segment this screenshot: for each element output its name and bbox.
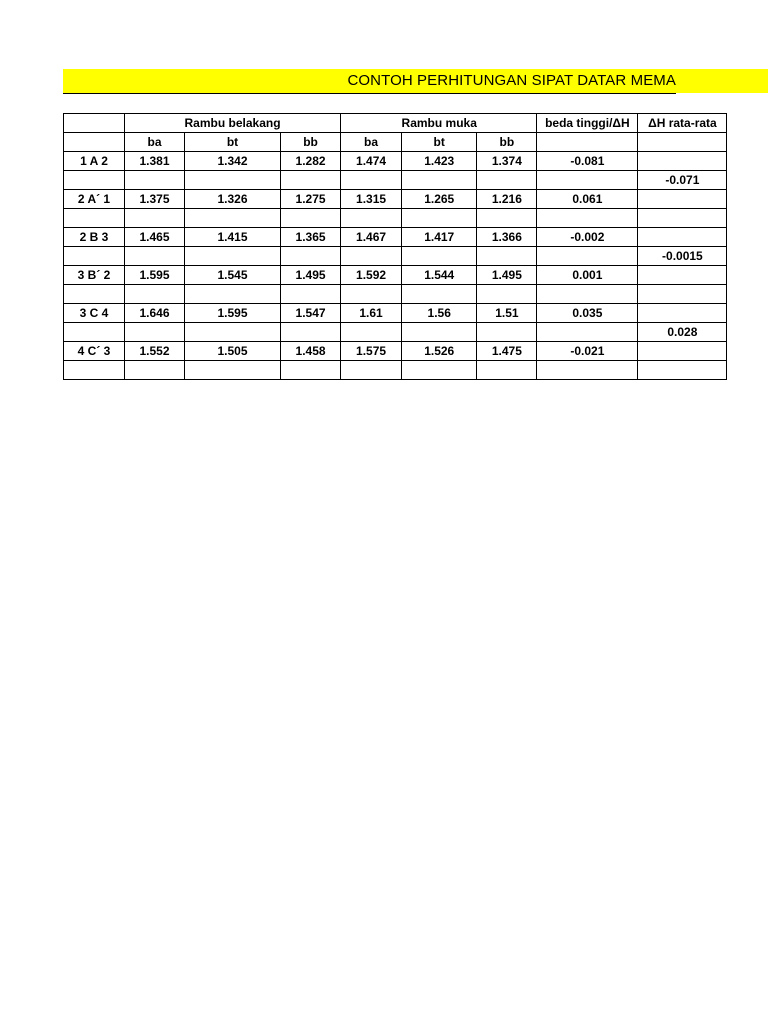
beda-tinggi-cell bbox=[537, 247, 638, 266]
rb-ba-cell: 1.552 bbox=[125, 342, 185, 361]
table-row bbox=[64, 342, 727, 361]
rb-bb-cell bbox=[281, 361, 341, 380]
beda-tinggi-cell bbox=[537, 171, 638, 190]
station-label-cell: 3 C 4 bbox=[64, 304, 125, 323]
rm-ba-cell bbox=[341, 323, 402, 342]
rb-bb-cell bbox=[281, 209, 341, 228]
rm-ba-cell bbox=[341, 247, 402, 266]
dh-rata-rata-cell bbox=[638, 228, 727, 247]
beda-tinggi-cell bbox=[537, 285, 638, 304]
dh-rata-rata-cell bbox=[638, 342, 727, 361]
rb-bt-cell bbox=[185, 247, 281, 266]
rm-bt-cell: 1.56 bbox=[402, 304, 477, 323]
rb-bb-cell: 1.365 bbox=[281, 228, 341, 247]
rm-bb-cell: 1.216 bbox=[477, 190, 537, 209]
dh-rata-rata-cell bbox=[638, 285, 727, 304]
rb-ba-cell: 1.465 bbox=[125, 228, 185, 247]
header-rambu-muka-cell bbox=[477, 114, 537, 133]
header-rambu-belakang-cell bbox=[281, 114, 341, 133]
rb-bb-cell bbox=[281, 285, 341, 304]
beda-tinggi-cell bbox=[537, 361, 638, 380]
header-row-group bbox=[64, 114, 727, 133]
station-label-cell: 1 A 2 bbox=[64, 152, 125, 171]
rb-ba-cell bbox=[125, 209, 185, 228]
beda-tinggi-cell: 0.061 bbox=[537, 190, 638, 209]
header-rambu-muka-cell bbox=[341, 114, 402, 133]
rm-bb-cell: 1.366 bbox=[477, 228, 537, 247]
table-row bbox=[64, 266, 727, 285]
station-label-cell: 3 B´ 2 bbox=[64, 266, 125, 285]
table-row bbox=[64, 323, 727, 342]
rm-bt-cell bbox=[402, 209, 477, 228]
rb-bt-cell bbox=[185, 171, 281, 190]
subheader-cell bbox=[537, 133, 638, 152]
beda-tinggi-cell: -0.002 bbox=[537, 228, 638, 247]
rb-ba-cell bbox=[125, 247, 185, 266]
beda-tinggi-cell: -0.081 bbox=[537, 152, 638, 171]
page-title: CONTOH PERHITUNGAN SIPAT DATAR MEMA bbox=[347, 72, 676, 89]
subheader-cell: bt bbox=[402, 133, 477, 152]
dh-rata-rata-cell bbox=[638, 304, 727, 323]
rm-ba-cell bbox=[341, 171, 402, 190]
beda-tinggi-cell bbox=[537, 323, 638, 342]
subheader-cell: bb bbox=[477, 133, 537, 152]
rm-bt-cell bbox=[402, 247, 477, 266]
table-row bbox=[64, 190, 727, 209]
station-label-cell: 4 C´ 3 bbox=[64, 342, 125, 361]
station-label-cell bbox=[64, 247, 125, 266]
rb-ba-cell: 1.375 bbox=[125, 190, 185, 209]
rm-ba-cell: 1.315 bbox=[341, 190, 402, 209]
rm-bt-cell: 1.526 bbox=[402, 342, 477, 361]
rm-bb-cell bbox=[477, 209, 537, 228]
header-rambu-belakang-cell bbox=[125, 114, 185, 133]
dh-rata-rata-cell bbox=[638, 190, 727, 209]
dh-rata-rata-cell bbox=[638, 361, 727, 380]
rb-ba-cell: 1.646 bbox=[125, 304, 185, 323]
rb-bt-cell bbox=[185, 323, 281, 342]
rm-bt-cell bbox=[402, 171, 477, 190]
station-label-cell bbox=[64, 361, 125, 380]
rb-bb-cell: 1.547 bbox=[281, 304, 341, 323]
rb-bb-cell bbox=[281, 171, 341, 190]
rm-bb-cell bbox=[477, 323, 537, 342]
title-underline bbox=[63, 93, 676, 94]
rb-bt-cell: 1.545 bbox=[185, 266, 281, 285]
header-rambu-belakang: Rambu belakang bbox=[185, 114, 281, 133]
rm-bb-cell bbox=[477, 171, 537, 190]
rb-bt-cell: 1.415 bbox=[185, 228, 281, 247]
station-label-cell: 2 A´ 1 bbox=[64, 190, 125, 209]
rb-bt-cell: 1.326 bbox=[185, 190, 281, 209]
station-label-cell: 2 B 3 bbox=[64, 228, 125, 247]
dh-rata-rata-cell bbox=[638, 152, 727, 171]
rb-ba-cell bbox=[125, 171, 185, 190]
title-band bbox=[63, 69, 768, 93]
rm-bt-cell bbox=[402, 285, 477, 304]
leveling-table bbox=[63, 113, 727, 380]
rb-bt-cell: 1.342 bbox=[185, 152, 281, 171]
table-row bbox=[64, 361, 727, 380]
dh-rata-rata-cell: 0.028 bbox=[638, 323, 727, 342]
station-label-cell bbox=[64, 171, 125, 190]
table-row bbox=[64, 152, 727, 171]
rb-bb-cell: 1.458 bbox=[281, 342, 341, 361]
subheader-cell: bb bbox=[281, 133, 341, 152]
dh-rata-rata-cell: -0.0015 bbox=[638, 247, 727, 266]
table-row bbox=[64, 209, 727, 228]
rb-bb-cell bbox=[281, 323, 341, 342]
beda-tinggi-cell bbox=[537, 209, 638, 228]
table-row bbox=[64, 285, 727, 304]
dh-rata-rata-cell bbox=[638, 209, 727, 228]
header-beda-tinggi: beda tinggi/ΔH bbox=[537, 114, 638, 133]
beda-tinggi-cell: -0.021 bbox=[537, 342, 638, 361]
rb-ba-cell bbox=[125, 361, 185, 380]
table-row bbox=[64, 304, 727, 323]
rb-bb-cell: 1.282 bbox=[281, 152, 341, 171]
rm-ba-cell bbox=[341, 285, 402, 304]
header-dh-rata-rata: ΔH rata-rata bbox=[638, 114, 727, 133]
rm-ba-cell: 1.575 bbox=[341, 342, 402, 361]
rm-bb-cell bbox=[477, 285, 537, 304]
table-row bbox=[64, 171, 727, 190]
rb-bb-cell: 1.495 bbox=[281, 266, 341, 285]
subheader-cell: bt bbox=[185, 133, 281, 152]
dh-rata-rata-cell: -0.071 bbox=[638, 171, 727, 190]
rb-bb-cell: 1.275 bbox=[281, 190, 341, 209]
rm-bb-cell: 1.374 bbox=[477, 152, 537, 171]
header-station-cell bbox=[64, 114, 125, 133]
rb-bt-cell bbox=[185, 285, 281, 304]
header-rambu-muka: Rambu muka bbox=[402, 114, 477, 133]
rb-ba-cell bbox=[125, 323, 185, 342]
rb-ba-cell: 1.381 bbox=[125, 152, 185, 171]
rb-bb-cell bbox=[281, 247, 341, 266]
rm-bb-cell: 1.475 bbox=[477, 342, 537, 361]
rb-bt-cell: 1.595 bbox=[185, 304, 281, 323]
rm-bb-cell: 1.495 bbox=[477, 266, 537, 285]
rb-bt-cell: 1.505 bbox=[185, 342, 281, 361]
beda-tinggi-cell: 0.035 bbox=[537, 304, 638, 323]
rb-ba-cell: 1.595 bbox=[125, 266, 185, 285]
rb-bt-cell bbox=[185, 209, 281, 228]
rb-bt-cell bbox=[185, 361, 281, 380]
rm-bt-cell: 1.417 bbox=[402, 228, 477, 247]
rm-ba-cell: 1.61 bbox=[341, 304, 402, 323]
beda-tinggi-cell: 0.001 bbox=[537, 266, 638, 285]
rm-bb-cell bbox=[477, 361, 537, 380]
subheader-cell: ba bbox=[125, 133, 185, 152]
rm-ba-cell: 1.467 bbox=[341, 228, 402, 247]
table-row bbox=[64, 228, 727, 247]
station-label-cell bbox=[64, 323, 125, 342]
rb-ba-cell bbox=[125, 285, 185, 304]
rm-bb-cell bbox=[477, 247, 537, 266]
station-label-cell bbox=[64, 285, 125, 304]
rm-bb-cell: 1.51 bbox=[477, 304, 537, 323]
dh-rata-rata-cell bbox=[638, 266, 727, 285]
rm-bt-cell bbox=[402, 361, 477, 380]
rm-ba-cell: 1.474 bbox=[341, 152, 402, 171]
header-row-sub bbox=[64, 133, 727, 152]
rm-bt-cell: 1.265 bbox=[402, 190, 477, 209]
header-station-cell bbox=[64, 133, 125, 152]
rm-bt-cell: 1.544 bbox=[402, 266, 477, 285]
subheader-cell: ba bbox=[341, 133, 402, 152]
rm-ba-cell bbox=[341, 361, 402, 380]
rm-ba-cell: 1.592 bbox=[341, 266, 402, 285]
station-label-cell bbox=[64, 209, 125, 228]
subheader-cell bbox=[638, 133, 727, 152]
rm-bt-cell: 1.423 bbox=[402, 152, 477, 171]
rm-bt-cell bbox=[402, 323, 477, 342]
rm-ba-cell bbox=[341, 209, 402, 228]
table-row bbox=[64, 247, 727, 266]
